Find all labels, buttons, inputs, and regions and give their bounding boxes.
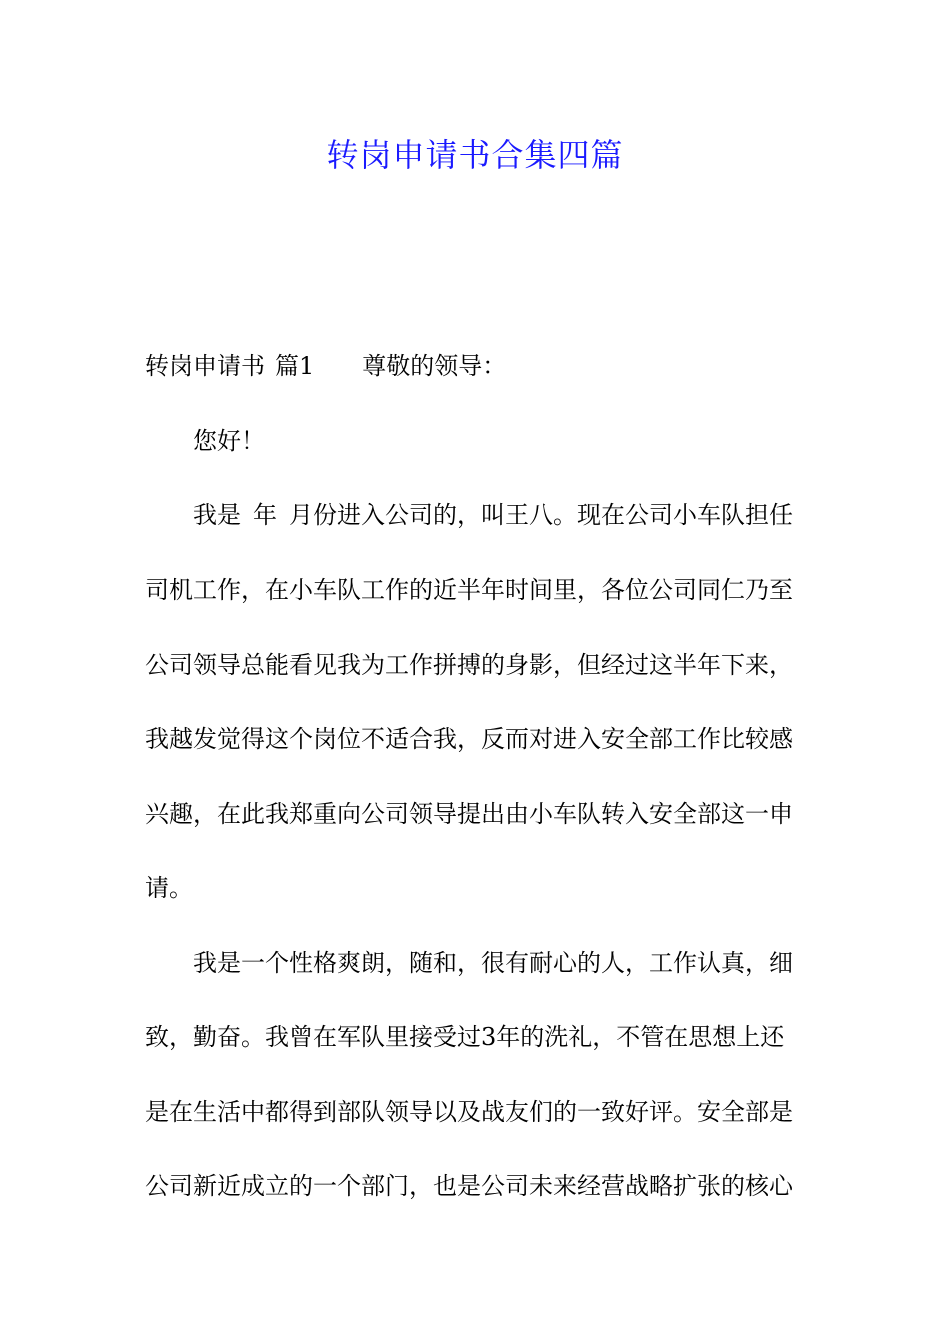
paragraph-1-text-a: 我是 bbox=[193, 501, 241, 529]
paragraph-2-line-4: 公司新近成立的一个部门，也是公司未来经营战略扩张的核心 bbox=[145, 1172, 793, 1200]
paragraph-1-line-2: 司机工作，在小车队工作的近半年时间里，各位公司同仁乃至 bbox=[145, 576, 793, 604]
section-heading-line bbox=[145, 346, 506, 381]
paragraph-1-line-4: 我越发觉得这个岗位不适合我，反而对进入安全部工作比较感 bbox=[145, 725, 793, 753]
section-label: 转岗申请书 bbox=[145, 352, 265, 380]
greeting: 您好！ bbox=[193, 427, 265, 455]
paragraph-2-line-2: 致，勤奋。我曾在军队里接受过3年的洗礼，不管在思想上还 bbox=[145, 1023, 785, 1051]
section-number: 篇1 bbox=[275, 352, 315, 380]
salutation: 尊敬的领导： bbox=[362, 352, 507, 380]
paragraph-2-line-1: 我是一个性格爽朗，随和，很有耐心的人，工作认真，细 bbox=[193, 949, 793, 977]
paragraph-2-line-3: 是在生活中都得到部队领导以及战友们的一致好评。安全部是 bbox=[145, 1098, 793, 1126]
paragraph-1-text-c: 月份进入公司的，叫王八。现在公司小车队担任 bbox=[289, 501, 793, 529]
paragraph-1-line-5: 兴趣，在此我郑重向公司领导提出由小车队转入安全部这一申 bbox=[145, 800, 793, 828]
paragraph-1-line-1 bbox=[193, 495, 793, 530]
paragraph-1-line-6: 请。 bbox=[145, 874, 193, 902]
document-title: 转岗申请书合集四篇 bbox=[326, 136, 624, 174]
paragraph-1-line-3: 公司领导总能看见我为工作拼搏的身影，但经过这半年下来， bbox=[145, 651, 793, 679]
paragraph-1-text-b: 年 bbox=[253, 501, 277, 529]
